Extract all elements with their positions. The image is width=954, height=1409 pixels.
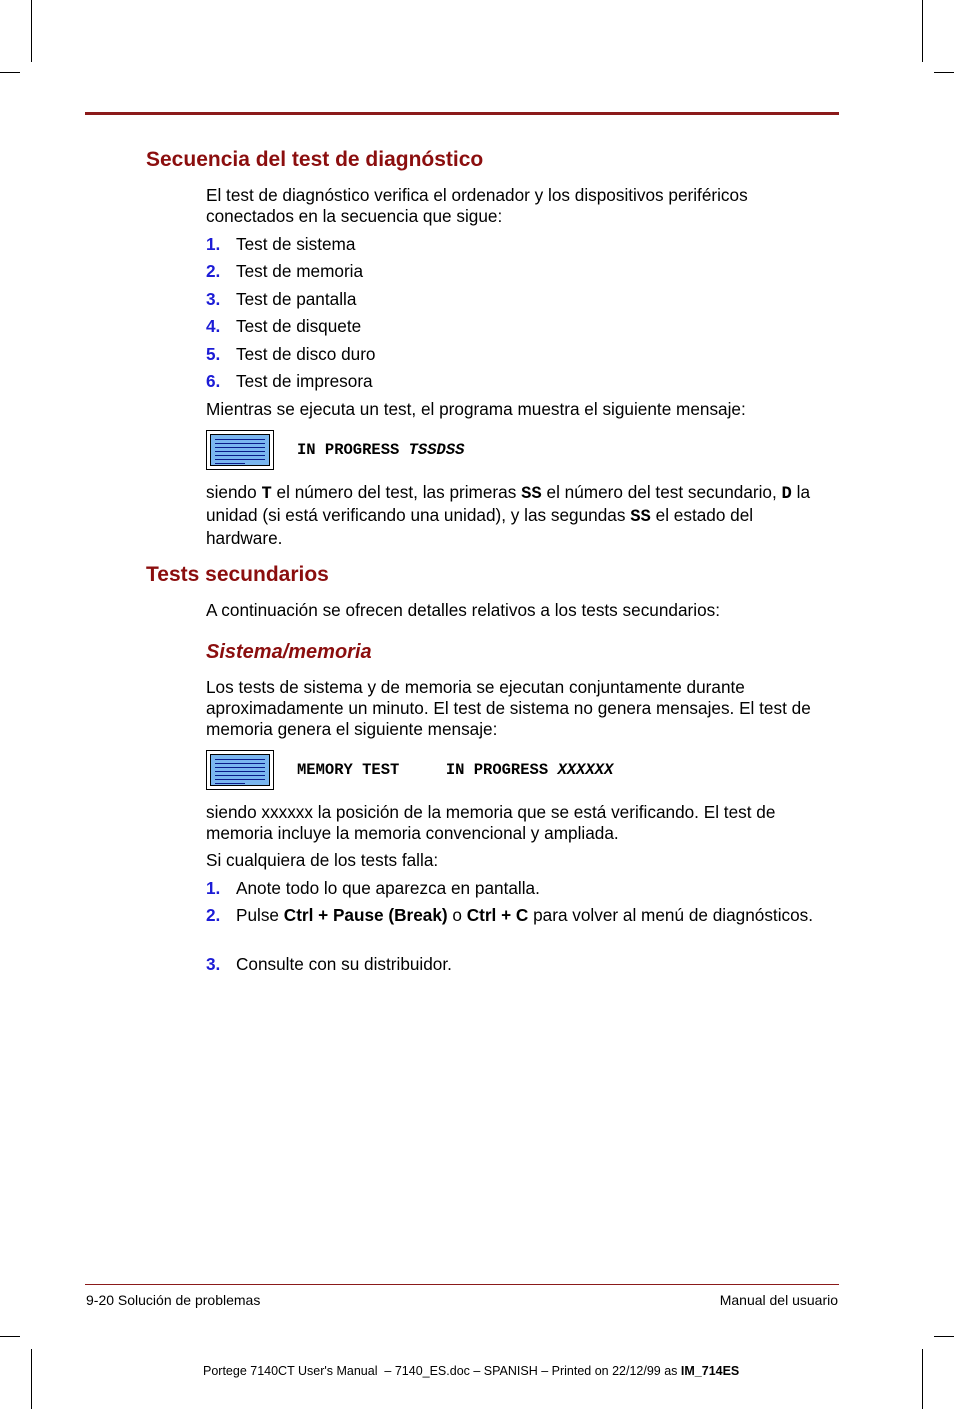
crop-mark: [922, 0, 923, 62]
list-number: 1.: [206, 878, 221, 898]
memory-test-message: MEMORY TEST IN PROGRESS XXXXXX: [297, 761, 614, 779]
crop-mark: [31, 1349, 32, 1409]
while-paragraph: Mientras se ejecuta un test, el programa muestra el siguiente mensaje:: [206, 399, 746, 419]
list-number: 1.: [206, 234, 221, 254]
list-text: Test de memoria: [236, 261, 364, 281]
list-number: 5.: [206, 344, 221, 364]
intro-paragraph: A continuación se ofrecen detalles relativos a los tests secundarios:: [206, 600, 721, 620]
list-text: Pulse Ctrl + Pause (Break) o Ctrl + C para volver al menú de diagnósticos.: [236, 905, 814, 925]
section-heading-tests-secundarios: Tests secundarios: [146, 563, 329, 586]
list-text: Anote todo lo que aparezca en pantalla.: [236, 878, 540, 898]
where-paragraph: siendo xxxxxx la posición de la memoria que se está verificando. El test de memoria incluye la memoria convencional y ampliada.: [206, 802, 776, 843]
section-heading-secuencia: Secuencia del test de diagnóstico: [146, 148, 484, 171]
print-line: Portege 7140CT User's Manual – 7140_ES.doc – SPANISH – Printed on 22/12/99 as IM_714ES: [203, 1364, 740, 1378]
memory-paragraph: Los tests de sistema y de memoria se ejecutan conjuntamente durante aproximadamente un minuto. El test de sistema no genera mensajes. El test de memoria genera el siguiente mensaje:: [206, 677, 811, 739]
list-text: Test de pantalla: [236, 289, 357, 309]
screen-icon: [206, 430, 274, 470]
list-text: Test de impresora: [236, 371, 373, 391]
list-text: Consulte con su distribuidor.: [236, 954, 452, 974]
footer-left: 9-20 Solución de problemas: [86, 1292, 261, 1308]
fail-intro: Si cualquiera de los tests falla:: [206, 850, 439, 870]
subheading-sistema-memoria: Sistema/memoria: [206, 641, 372, 663]
crop-mark: [922, 1349, 923, 1409]
list-text: Test de disco duro: [236, 344, 376, 364]
list-number: 2.: [206, 905, 221, 925]
screen-icon: [206, 750, 274, 790]
progress-message: IN PROGRESS TSSDSS: [297, 441, 465, 459]
intro-paragraph: El test de diagnóstico verifica el ordenador y los dispositivos periféricos conectados en la secuencia que sigue:: [206, 185, 748, 226]
list-number: 4.: [206, 316, 221, 336]
where-paragraph: siendo T el número del test, las primeras SS el número del test secundario, D la unidad (si está verificando una unidad), y las segundas SS el estado del hardware.: [206, 482, 811, 548]
list-number: 6.: [206, 371, 221, 391]
list-text: Test de disquete: [236, 316, 362, 336]
list-text: Test de sistema: [236, 234, 356, 254]
crop-mark: [0, 1336, 20, 1337]
footer-right: Manual del usuario: [719, 1292, 838, 1308]
crop-mark: [31, 0, 32, 62]
crop-mark: [934, 72, 954, 73]
crop-mark: [0, 72, 20, 73]
crop-mark: [934, 1336, 954, 1337]
list-number: 2.: [206, 261, 221, 281]
header-rule: [85, 112, 839, 115]
list-number: 3.: [206, 954, 221, 974]
footer-rule: [85, 1284, 839, 1285]
list-number: 3.: [206, 289, 221, 309]
